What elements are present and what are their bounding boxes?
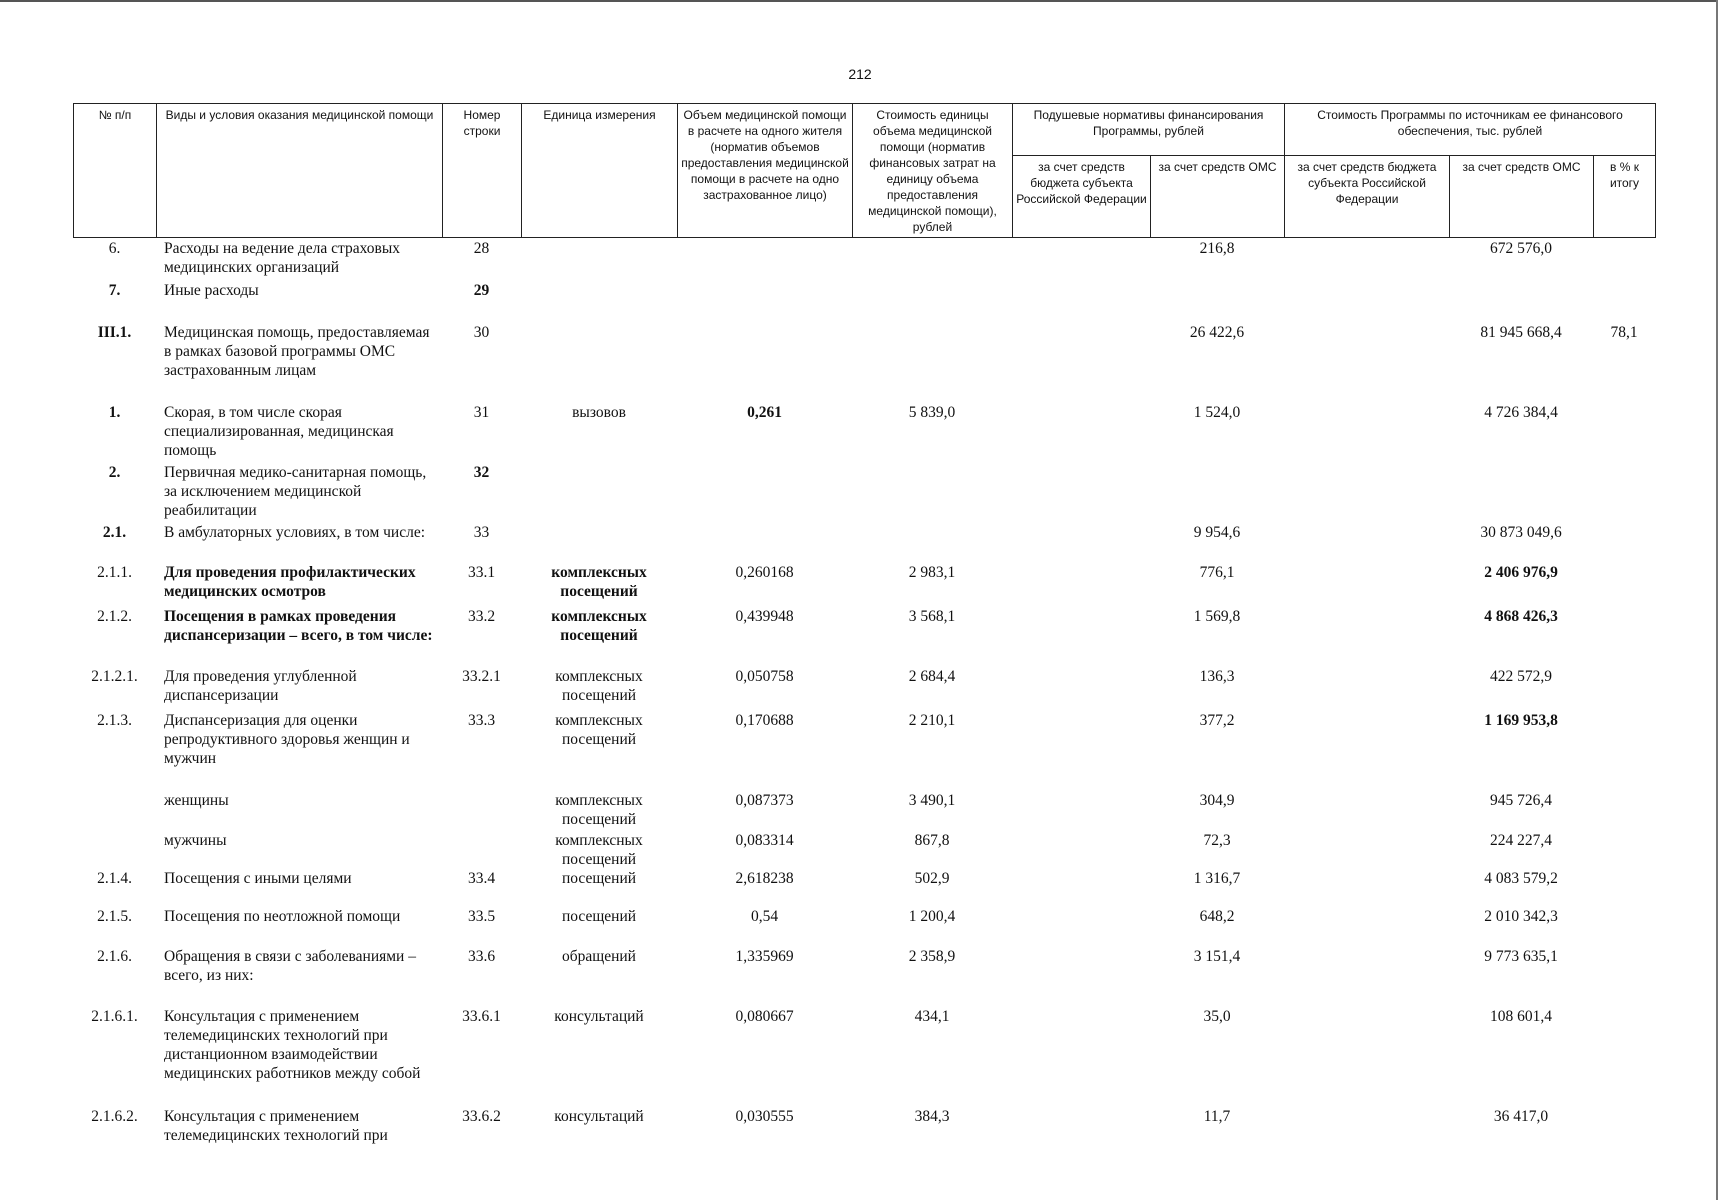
- row-volume: 0,260168: [735, 564, 794, 581]
- row-percapita-oms: [1150, 463, 1284, 523]
- row-unit: [521, 239, 677, 281]
- row-name: Посещения по неотложной помощи: [164, 908, 401, 925]
- row-unit: комплексных посещений: [555, 832, 643, 868]
- row-program-pct: [1593, 403, 1655, 463]
- row-line-number: 31: [473, 404, 490, 421]
- row-program-oms: [1449, 463, 1593, 523]
- row-unit: комплексных посещений: [555, 792, 643, 828]
- row-unit: комплексных посещений: [555, 712, 643, 748]
- row-number: 7.: [108, 282, 121, 299]
- row-volume: [677, 463, 852, 523]
- table-row: [73, 563, 1655, 607]
- header-col-line: Номер строки: [443, 104, 522, 238]
- header-program-budget: за счет средств бюджета субъекта Российской Федерации: [1285, 156, 1450, 238]
- row-line-number: 33.6: [467, 948, 496, 965]
- row-line-number: 29: [473, 282, 490, 299]
- table-row: [73, 403, 1655, 463]
- row-line-number: 33.3: [467, 712, 496, 729]
- row-program-pct: [1593, 523, 1655, 563]
- header-col-unit: Единица измерения: [522, 104, 678, 238]
- row-line-number: 33.6.2: [462, 1108, 501, 1125]
- row-number: 2.1.6.2.: [91, 1108, 138, 1125]
- row-program-oms: 81 945 668,4: [1480, 324, 1562, 341]
- row-program-budget: [1284, 563, 1449, 607]
- row-program-oms: 36 417,0: [1493, 1108, 1549, 1125]
- row-program-oms: 945 726,4: [1490, 792, 1552, 809]
- row-unit-cost: [852, 323, 1012, 403]
- row-program-budget: [1284, 1107, 1449, 1151]
- row-percapita-oms: 304,9: [1199, 792, 1235, 809]
- row-line-number: 33.1: [467, 564, 496, 581]
- row-percapita-budget: [1012, 667, 1150, 711]
- row-program-budget: [1284, 607, 1449, 667]
- table-row: [73, 323, 1655, 403]
- row-percapita-budget: [1012, 323, 1150, 403]
- row-name: мужчины: [164, 832, 227, 849]
- row-program-pct: [1593, 907, 1655, 947]
- row-percapita-budget: [1012, 907, 1150, 947]
- row-unit-cost: 2 358,9: [908, 948, 956, 965]
- header-program-oms: за счет средств ОМС: [1450, 156, 1594, 238]
- table-row: [73, 281, 1655, 323]
- row-unit-cost: [852, 523, 1012, 563]
- row-program-budget: [1284, 667, 1449, 711]
- row-percapita-budget: [1012, 607, 1150, 667]
- row-unit: комплексных посещений: [551, 608, 647, 644]
- row-percapita-oms: 9 954,6: [1193, 524, 1241, 541]
- header-col-kind: Виды и условия оказания медицинской помощи: [157, 104, 443, 238]
- row-name: Посещения в рамках проведения диспансеризации – всего, в том числе:: [164, 608, 433, 644]
- row-program-oms: 2 010 342,3: [1484, 908, 1558, 925]
- row-percapita-oms: 1 569,8: [1193, 608, 1241, 625]
- row-percapita-oms: 3 151,4: [1193, 948, 1241, 965]
- row-program-budget: [1284, 523, 1449, 563]
- row-line-number: 33.2.1: [462, 668, 501, 685]
- row-unit-cost: 2 210,1: [908, 712, 956, 729]
- row-percapita-oms: 377,2: [1199, 712, 1235, 729]
- row-unit-cost: [852, 281, 1012, 323]
- table-row: [73, 711, 1655, 791]
- row-line-number: 33: [473, 524, 490, 541]
- row-percapita-budget: [1012, 281, 1150, 323]
- row-program-budget: [1284, 463, 1449, 523]
- row-percapita-oms: 35,0: [1203, 1008, 1231, 1025]
- header-group-percapita: Подушевые нормативы финансирования Программы, рублей: [1013, 104, 1285, 156]
- row-unit-cost: 384,3: [914, 1108, 950, 1125]
- row-unit-cost: [852, 239, 1012, 281]
- row-program-pct: [1593, 831, 1655, 869]
- row-volume: 0,030555: [735, 1108, 794, 1125]
- row-program-budget: [1284, 1007, 1449, 1107]
- row-volume: 0,080667: [735, 1008, 794, 1025]
- row-name: Диспансеризация для оценки репродуктивного здоровья женщин и мужчин: [164, 712, 410, 767]
- row-percapita-oms: 216,8: [1199, 240, 1235, 257]
- row-line-number: 33.2: [467, 608, 496, 625]
- row-program-oms: 1 169 953,8: [1484, 712, 1558, 729]
- row-unit-cost: 867,8: [914, 832, 950, 849]
- row-unit-cost: [852, 463, 1012, 523]
- table-row: [73, 667, 1655, 711]
- row-unit: комплексных посещений: [551, 564, 647, 600]
- row-program-budget: [1284, 791, 1449, 831]
- row-line-number: [442, 791, 521, 831]
- row-unit-cost: 2 983,1: [908, 564, 956, 581]
- header-percapita-budget: за счет средств бюджета субъекта Российской Федерации: [1013, 156, 1151, 238]
- row-name: Скорая, в том числе скорая специализированная, медицинская помощь: [164, 404, 394, 459]
- row-percapita-budget: [1012, 791, 1150, 831]
- row-number: 2.1.6.: [97, 948, 132, 965]
- row-unit-cost: 434,1: [914, 1008, 950, 1025]
- row-unit: консультаций: [554, 1008, 644, 1025]
- row-program-pct: [1593, 711, 1655, 791]
- row-percapita-budget: [1012, 463, 1150, 523]
- row-number: 2.1.2.1.: [91, 668, 138, 685]
- row-line-number: 28: [473, 240, 490, 257]
- row-line-number: 33.6.1: [462, 1008, 501, 1025]
- row-name: Медицинская помощь, предоставляемая в рамках базовой программы ОМС застрахованным лицам: [164, 324, 430, 379]
- row-number: 2.1.5.: [97, 908, 132, 925]
- table-row: [73, 791, 1655, 831]
- row-name: Консультация с применением телемедицинских технологий при дистанционном взаимодействии медицинских работников между собой: [164, 1008, 421, 1082]
- row-program-oms: 422 572,9: [1490, 668, 1552, 685]
- row-percapita-budget: [1012, 239, 1150, 281]
- row-volume: 0,050758: [735, 668, 794, 685]
- page-number: 212: [848, 66, 872, 82]
- row-number: 2.1.6.1.: [91, 1008, 138, 1025]
- row-program-oms: 108 601,4: [1490, 1008, 1552, 1025]
- row-volume: 2,618238: [735, 870, 794, 887]
- row-line-number: 33.5: [467, 908, 496, 925]
- row-percapita-oms: 648,2: [1199, 908, 1235, 925]
- row-program-pct: [1593, 563, 1655, 607]
- header-col-cost: Стоимость единицы объема медицинской помощи (норматив финансовых затрат на единицу объема предоставления медицинской помощи), рублей: [853, 104, 1013, 238]
- row-percapita-budget: [1012, 563, 1150, 607]
- row-volume: [677, 281, 852, 323]
- header-program-pct: в % к итогу: [1594, 156, 1656, 238]
- row-number: [73, 831, 156, 869]
- table-row: [73, 523, 1655, 563]
- table-header: [73, 103, 1656, 238]
- row-unit-cost: 3 568,1: [908, 608, 956, 625]
- row-number: 1.: [108, 404, 121, 421]
- row-program-pct: [1593, 667, 1655, 711]
- row-program-oms: 672 576,0: [1490, 240, 1552, 257]
- row-percapita-budget: [1012, 869, 1150, 907]
- row-percapita-budget: [1012, 947, 1150, 1007]
- row-program-pct: [1593, 281, 1655, 323]
- row-line-number: 32: [473, 464, 490, 481]
- row-unit-cost: 2 684,4: [908, 668, 956, 685]
- table-row: [73, 607, 1655, 667]
- header-col-no: № п/п: [74, 104, 157, 238]
- row-line-number: [442, 831, 521, 869]
- row-name: Обращения в связи с заболеваниями – всего, из них:: [164, 948, 416, 984]
- row-percapita-budget: [1012, 1007, 1150, 1107]
- row-percapita-oms: 1 316,7: [1193, 870, 1241, 887]
- row-unit-cost: 3 490,1: [908, 792, 956, 809]
- row-line-number: 33.4: [467, 870, 496, 887]
- row-program-budget: [1284, 403, 1449, 463]
- row-percapita-oms: 11,7: [1203, 1108, 1231, 1125]
- row-number: 2.1.: [102, 524, 127, 541]
- row-percapita-budget: [1012, 831, 1150, 869]
- row-volume: 0,261: [747, 404, 782, 421]
- row-unit: [521, 523, 677, 563]
- row-number: 2.1.4.: [97, 870, 132, 887]
- row-program-oms: 4 868 426,3: [1484, 608, 1558, 625]
- row-program-pct: [1593, 1007, 1655, 1107]
- row-program-budget: [1284, 281, 1449, 323]
- table-row: [73, 463, 1655, 523]
- row-percapita-oms: 26 422,6: [1189, 324, 1245, 341]
- row-program-pct: [1593, 239, 1655, 281]
- row-program-pct: [1593, 947, 1655, 1007]
- row-program-pct: [1593, 607, 1655, 667]
- row-name: Консультация с применением телемедицинских технологий при: [164, 1108, 388, 1144]
- header-col-volume: Объем медицинской помощи в расчете на одного жителя (норматив объемов предоставления медицинской помощи в расчете на одно застрахованное лицо): [678, 104, 853, 238]
- row-program-budget: [1284, 869, 1449, 907]
- row-unit: вызовов: [572, 404, 626, 421]
- row-volume: 1,335969: [735, 948, 794, 965]
- row-name: женщины: [164, 792, 229, 809]
- row-name: Для проведения профилактических медицинских осмотров: [164, 564, 416, 600]
- row-name: Посещения с иными целями: [164, 870, 352, 887]
- row-unit: посещений: [561, 908, 637, 925]
- row-name: В амбулаторных условиях, в том числе:: [164, 524, 426, 541]
- row-program-oms: 224 227,4: [1490, 832, 1552, 849]
- row-program-pct: [1593, 1107, 1655, 1151]
- row-unit: консультаций: [554, 1108, 644, 1125]
- data-table: [73, 239, 1655, 1151]
- header-group-program: Стоимость Программы по источникам ее финансового обеспечения, тыс. рублей: [1285, 104, 1656, 156]
- row-program-oms: 2 406 976,9: [1484, 564, 1558, 581]
- row-volume: [677, 323, 852, 403]
- row-percapita-budget: [1012, 711, 1150, 791]
- row-percapita-budget: [1012, 403, 1150, 463]
- row-program-oms: 4 083 579,2: [1484, 870, 1558, 887]
- table-row: [73, 1007, 1655, 1107]
- row-unit: обращений: [562, 948, 636, 965]
- row-program-oms: 9 773 635,1: [1484, 948, 1558, 965]
- row-program-budget: [1284, 239, 1449, 281]
- row-unit-cost: 502,9: [914, 870, 950, 887]
- row-program-budget: [1284, 831, 1449, 869]
- row-volume: 0,083314: [735, 832, 794, 849]
- row-program-budget: [1284, 907, 1449, 947]
- table-row: [73, 239, 1655, 281]
- row-program-oms: 4 726 384,4: [1484, 404, 1558, 421]
- row-volume: 0,439948: [735, 608, 794, 625]
- row-number: III.1.: [97, 324, 132, 341]
- row-volume: 0,087373: [735, 792, 794, 809]
- table-row: [73, 831, 1655, 869]
- row-program-pct: [1593, 791, 1655, 831]
- row-number: 2.1.3.: [97, 712, 132, 729]
- table-row: [73, 907, 1655, 947]
- row-percapita-oms: 136,3: [1199, 668, 1235, 685]
- row-percapita-oms: [1150, 281, 1284, 323]
- row-program-budget: [1284, 323, 1449, 403]
- header-percapita-oms: за счет средств ОМС: [1151, 156, 1285, 238]
- row-number: [73, 791, 156, 831]
- table-row: [73, 947, 1655, 1007]
- row-number: 6.: [108, 240, 121, 257]
- table-row: [73, 1107, 1655, 1151]
- row-program-oms: 30 873 049,6: [1480, 524, 1562, 541]
- row-unit-cost: 5 839,0: [908, 404, 956, 421]
- row-volume: 0,54: [750, 908, 779, 925]
- row-volume: [677, 239, 852, 281]
- row-name: Иные расходы: [164, 282, 259, 299]
- row-program-pct: [1593, 869, 1655, 907]
- row-unit: [521, 323, 677, 403]
- row-program-pct: 78,1: [1610, 324, 1638, 341]
- row-name: Для проведения углубленной диспансеризации: [164, 668, 357, 704]
- row-percapita-budget: [1012, 1107, 1150, 1151]
- page-top-edge: [0, 0, 1718, 2]
- row-program-budget: [1284, 947, 1449, 1007]
- row-unit: посещений: [561, 870, 637, 887]
- row-volume: 0,170688: [735, 712, 794, 729]
- row-program-budget: [1284, 711, 1449, 791]
- row-program-pct: [1593, 463, 1655, 523]
- row-percapita-oms: 776,1: [1199, 564, 1235, 581]
- row-program-oms: [1449, 281, 1593, 323]
- row-percapita-oms: 1 524,0: [1193, 404, 1241, 421]
- row-unit: [521, 463, 677, 523]
- row-volume: [677, 523, 852, 563]
- row-percapita-budget: [1012, 523, 1150, 563]
- row-percapita-oms: 72,3: [1203, 832, 1231, 849]
- table-row: [73, 869, 1655, 907]
- row-unit-cost: 1 200,4: [908, 908, 956, 925]
- row-name: Первичная медико-санитарная помощь, за исключением медицинской реабилитации: [164, 464, 427, 519]
- row-name: Расходы на ведение дела страховых медицинских организаций: [164, 240, 400, 276]
- row-number: 2.1.1.: [97, 564, 132, 581]
- row-number: 2.1.2.: [97, 608, 132, 625]
- row-line-number: 30: [473, 324, 490, 341]
- row-unit: [521, 281, 677, 323]
- row-number: 2.: [108, 464, 121, 481]
- row-unit: комплексных посещений: [555, 668, 643, 704]
